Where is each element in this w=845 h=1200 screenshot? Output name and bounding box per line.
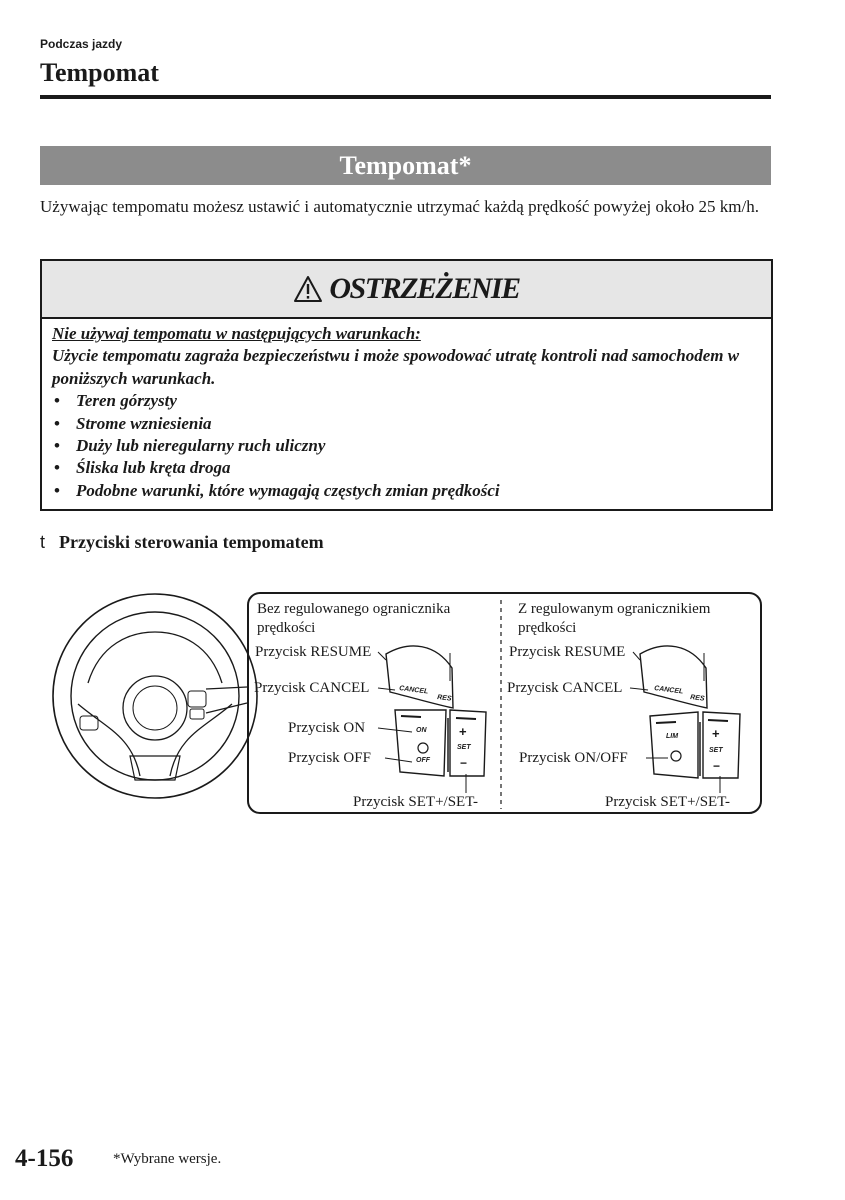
res-button-text: RES bbox=[689, 694, 705, 703]
label-cancel-button: Przycisk CANCEL bbox=[507, 680, 623, 696]
lim-button-text: LIM bbox=[666, 733, 679, 740]
label-set-button: Przycisk SET+/SET- bbox=[605, 794, 730, 810]
intro-paragraph: Używając tempomatu możesz ustawić i automatycznie utrzymać każdą prędkość powyżej około 25 km/h. bbox=[40, 197, 759, 216]
cancel-button-text: CANCEL bbox=[653, 685, 684, 696]
plus-button-text: + bbox=[712, 726, 720, 741]
on-button-text: ON bbox=[416, 727, 427, 734]
list-item: • Strome wzniesienia bbox=[52, 413, 764, 435]
warning-list bbox=[52, 390, 764, 502]
warning-header bbox=[42, 261, 771, 319]
subheading-marker: t bbox=[40, 532, 46, 552]
subsection-heading bbox=[40, 532, 324, 553]
cancel-button-text: CANCEL bbox=[398, 685, 429, 696]
left-caption-line1: Bez regulowanego ogranicznika bbox=[257, 601, 451, 617]
diagram-graphic bbox=[40, 586, 775, 826]
left-control-panel bbox=[378, 646, 486, 793]
warning-box bbox=[40, 259, 773, 511]
title-rule bbox=[40, 95, 771, 99]
page-number: 4-156 bbox=[15, 1145, 74, 1172]
footnote: *Wybrane wersje. bbox=[113, 1151, 222, 1167]
right-caption-line2: prędkości bbox=[518, 620, 577, 636]
list-item: • Duży lub nieregularny ruch uliczny bbox=[52, 435, 764, 457]
steering-wheel-illustration bbox=[53, 594, 257, 798]
cruise-control-diagram bbox=[40, 586, 775, 826]
right-control-panel bbox=[630, 646, 740, 793]
left-caption-line2: prędkości bbox=[257, 620, 316, 636]
list-item: • Teren górzysty bbox=[52, 390, 764, 412]
list-item: • Śliska lub kręta droga bbox=[52, 457, 764, 479]
set-button-text: SET bbox=[457, 744, 471, 751]
warning-triangle-icon bbox=[293, 275, 323, 303]
label-resume-button: Przycisk RESUME bbox=[255, 644, 372, 660]
warning-text: Użycie tempomatu zagraża bezpieczeństwu i może spowodować utratę kontroli nad samochodem w poniższych warunkach. bbox=[52, 346, 740, 388]
label-off-button: Przycisk OFF bbox=[288, 750, 371, 766]
res-button-text: RES bbox=[436, 694, 452, 703]
subheading-text: Przyciski sterowania tempomatem bbox=[59, 532, 324, 552]
warning-title: OSTRZEŻENIE bbox=[329, 272, 520, 305]
warning-heading: Nie używaj tempomatu w następujących warunkach: bbox=[52, 324, 421, 343]
label-on-button: Przycisk ON bbox=[288, 720, 366, 736]
list-item: • Podobne warunki, które wymagają częstych zmian prędkości bbox=[52, 480, 764, 502]
label-cancel-button: Przycisk CANCEL bbox=[254, 680, 370, 696]
set-button-text: SET bbox=[709, 747, 723, 754]
label-on-off-button: Przycisk ON/OFF bbox=[519, 750, 628, 766]
off-button-text: OFF bbox=[416, 757, 430, 764]
label-set-button: Przycisk SET+/SET- bbox=[353, 794, 478, 810]
section-heading-bar: Tempomat* bbox=[40, 146, 771, 185]
warning-body bbox=[52, 323, 764, 502]
page-title: Tempomat bbox=[40, 58, 159, 87]
minus-button-text: − bbox=[460, 756, 468, 770]
minus-button-text: − bbox=[713, 759, 721, 773]
plus-button-text: + bbox=[459, 724, 467, 739]
right-caption-line1: Z regulowanym ogranicznikiem bbox=[518, 601, 711, 617]
label-resume-button: Przycisk RESUME bbox=[509, 644, 626, 660]
section-label: Podczas jazdy bbox=[40, 37, 123, 51]
